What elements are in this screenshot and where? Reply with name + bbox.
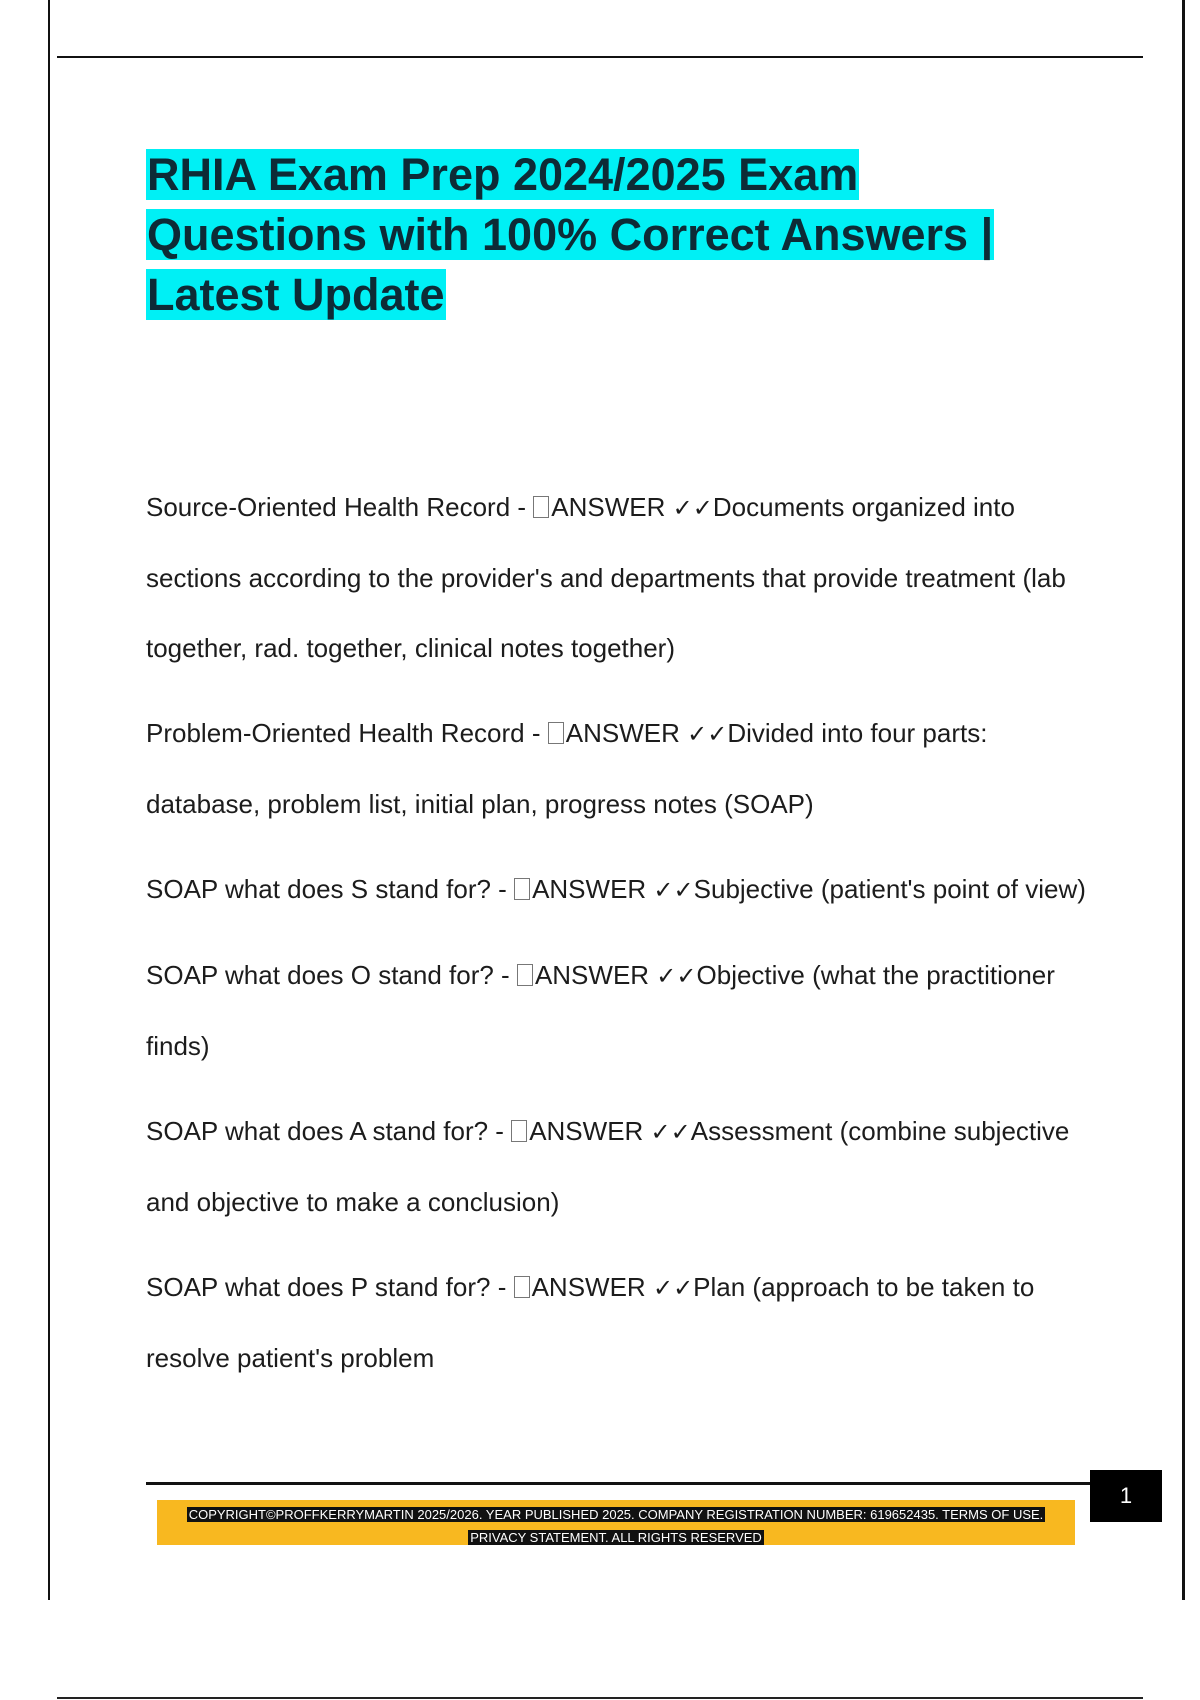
qa-separator: - bbox=[490, 874, 515, 904]
qa-list bbox=[146, 472, 1106, 1408]
left-border-line bbox=[48, 0, 50, 1600]
double-check-icon: ✓✓ bbox=[652, 1274, 694, 1302]
answer-tag: ANSWER bbox=[529, 1116, 644, 1146]
missing-glyph-box-icon bbox=[517, 964, 533, 986]
qa-separator: - bbox=[493, 960, 517, 990]
double-check-icon: ✓✓ bbox=[653, 876, 694, 904]
qa-answer: Plan (approach to be taken to resolve patient's problem bbox=[146, 1272, 1035, 1373]
footer-rule bbox=[146, 1482, 1090, 1485]
qa-item bbox=[146, 472, 1106, 683]
qa-separator: - bbox=[490, 1272, 514, 1302]
answer-tag: ANSWER bbox=[531, 1272, 646, 1302]
copyright-notice bbox=[157, 1503, 1075, 1549]
qa-item bbox=[146, 1252, 1106, 1393]
qa-answer: Divided into four parts: database, problem list, initial plan, progress notes (SOAP) bbox=[146, 718, 988, 819]
qa-separator: - bbox=[524, 718, 548, 748]
qa-question: Source-Oriented Health Record bbox=[146, 492, 511, 522]
double-check-icon: ✓✓ bbox=[650, 1118, 691, 1146]
missing-glyph-box-icon bbox=[511, 1120, 527, 1142]
right-border-line bbox=[1182, 0, 1185, 1600]
qa-question: SOAP what does S stand for? bbox=[146, 874, 491, 904]
title-line-3: Latest Update bbox=[147, 269, 445, 320]
document-title bbox=[146, 145, 1106, 325]
title-line-1: RHIA Exam Prep 2024/2025 Exam bbox=[147, 149, 859, 200]
double-check-icon: ✓✓ bbox=[672, 494, 713, 522]
qa-question: SOAP what does O stand for? bbox=[146, 960, 494, 990]
title-line-2: Questions with 100% Correct Answers | bbox=[147, 209, 994, 260]
qa-item bbox=[146, 854, 1106, 925]
top-rule bbox=[57, 56, 1143, 58]
missing-glyph-box-icon bbox=[533, 496, 549, 518]
qa-answer: Assessment (combine subjective and objective to make a conclusion) bbox=[146, 1116, 1070, 1217]
answer-tag: ANSWER bbox=[534, 960, 650, 990]
double-check-icon: ✓✓ bbox=[687, 720, 728, 748]
missing-glyph-box-icon bbox=[514, 878, 530, 900]
qa-item bbox=[146, 1096, 1106, 1237]
qa-item bbox=[146, 698, 1106, 839]
qa-question: SOAP what does A stand for? bbox=[146, 1116, 489, 1146]
answer-tag: ANSWER bbox=[551, 492, 666, 522]
answer-tag: ANSWER bbox=[565, 718, 680, 748]
qa-answer: Subjective (patient's point of view) bbox=[693, 874, 1086, 904]
qa-question: SOAP what does P stand for? bbox=[146, 1272, 491, 1302]
answer-tag: ANSWER bbox=[532, 874, 647, 904]
qa-question: Problem-Oriented Health Record bbox=[146, 718, 525, 748]
copyright-line-1: COPYRIGHT©PROFFKERRYMARTIN 2025/2026. YEAR PUBLISHED 2025. COMPANY REGISTRATION NUMBER: 619652435. TERMS OF USE. bbox=[188, 1507, 1044, 1522]
bottom-rule bbox=[57, 1697, 1143, 1699]
qa-item bbox=[146, 940, 1106, 1081]
qa-separator: - bbox=[488, 1116, 512, 1146]
missing-glyph-box-icon bbox=[548, 722, 564, 744]
qa-answer: Documents organized into sections according to the provider's and departments that provide treatment (lab together, rad. together, clinical notes together) bbox=[146, 492, 1066, 663]
page-number: 1 bbox=[1090, 1470, 1162, 1522]
missing-glyph-box-icon bbox=[514, 1276, 530, 1298]
copyright-line-2: PRIVACY STATEMENT. ALL RIGHTS RESERVED bbox=[470, 1530, 762, 1545]
qa-separator: - bbox=[510, 492, 534, 522]
double-check-icon: ✓✓ bbox=[656, 962, 697, 990]
qa-answer: Objective (what the practitioner finds) bbox=[146, 960, 1055, 1061]
